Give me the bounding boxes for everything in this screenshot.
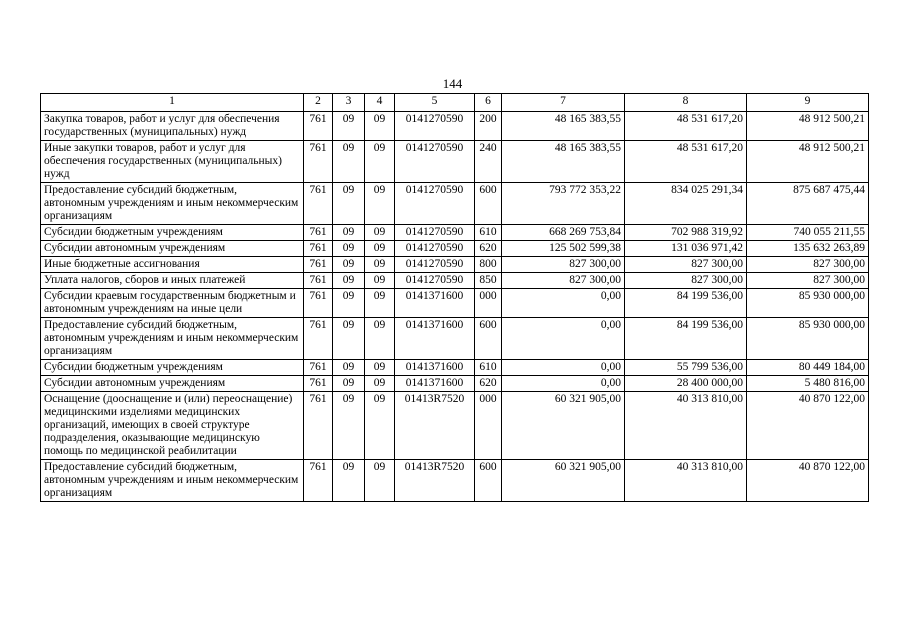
- row-name: Уплата налогов, сборов и иных платежей: [41, 273, 304, 289]
- amount-col-8: 131 036 971,42: [625, 241, 747, 257]
- expense-type-code: 610: [475, 360, 502, 376]
- row-name: Закупка товаров, работ и услуг для обеспечения государственных (муниципальных) нужд: [41, 112, 304, 141]
- amount-col-9: 5 480 816,00: [747, 376, 869, 392]
- target-article-code: 0141270590: [395, 273, 475, 289]
- expense-type-code: 610: [475, 225, 502, 241]
- amount-col-9: 80 449 184,00: [747, 360, 869, 376]
- amount-col-7: 827 300,00: [502, 257, 625, 273]
- target-article-code: 0141270590: [395, 141, 475, 183]
- section-code: 09: [333, 460, 365, 502]
- table-row: [41, 289, 869, 318]
- amount-col-7: 60 321 905,00: [502, 460, 625, 502]
- subsection-code: 09: [365, 289, 395, 318]
- gr-code: 761: [304, 112, 333, 141]
- section-code: 09: [333, 289, 365, 318]
- table-row: [41, 460, 869, 502]
- target-article-code: 0141371600: [395, 318, 475, 360]
- expense-type-code: 600: [475, 460, 502, 502]
- budget-table: [40, 93, 869, 502]
- amount-col-8: 55 799 536,00: [625, 360, 747, 376]
- page-number: 144: [442, 76, 463, 91]
- row-name: Иные закупки товаров, работ и услуг для обеспечения государственных (муниципальных) нужд: [41, 141, 304, 183]
- target-article-code: 0141371600: [395, 289, 475, 318]
- amount-col-7: 0,00: [502, 318, 625, 360]
- amount-col-7: 0,00: [502, 289, 625, 318]
- amount-col-7: 827 300,00: [502, 273, 625, 289]
- row-name: Субсидии бюджетным учреждениям: [41, 360, 304, 376]
- target-article-code: 01413R7520: [395, 392, 475, 460]
- target-article-code: 0141371600: [395, 360, 475, 376]
- expense-type-code: 600: [475, 318, 502, 360]
- amount-col-8: 48 531 617,20: [625, 141, 747, 183]
- amount-col-7: 125 502 599,38: [502, 241, 625, 257]
- column-header: 4: [365, 94, 395, 112]
- amount-col-8: 40 313 810,00: [625, 460, 747, 502]
- amount-col-7: 0,00: [502, 376, 625, 392]
- section-code: 09: [333, 257, 365, 273]
- amount-col-9: 48 912 500,21: [747, 112, 869, 141]
- section-code: 09: [333, 360, 365, 376]
- expense-type-code: 000: [475, 289, 502, 318]
- amount-col-9: 827 300,00: [747, 273, 869, 289]
- section-code: 09: [333, 112, 365, 141]
- table-row: [41, 257, 869, 273]
- column-header: 6: [475, 94, 502, 112]
- subsection-code: 09: [365, 392, 395, 460]
- section-code: 09: [333, 183, 365, 225]
- amount-col-7: 793 772 353,22: [502, 183, 625, 225]
- column-header: 7: [502, 94, 625, 112]
- target-article-code: 0141270590: [395, 183, 475, 225]
- expense-type-code: 800: [475, 257, 502, 273]
- subsection-code: 09: [365, 273, 395, 289]
- amount-col-7: 0,00: [502, 360, 625, 376]
- subsection-code: 09: [365, 257, 395, 273]
- amount-col-8: 28 400 000,00: [625, 376, 747, 392]
- subsection-code: 09: [365, 141, 395, 183]
- amount-col-7: 48 165 383,55: [502, 112, 625, 141]
- column-header: 1: [41, 94, 304, 112]
- subsection-code: 09: [365, 241, 395, 257]
- expense-type-code: 000: [475, 392, 502, 460]
- section-code: 09: [333, 318, 365, 360]
- amount-col-9: 827 300,00: [747, 257, 869, 273]
- row-name: Субсидии автономным учреждениям: [41, 376, 304, 392]
- target-article-code: 0141371600: [395, 376, 475, 392]
- table-row: [41, 141, 869, 183]
- section-code: 09: [333, 376, 365, 392]
- row-name: Предоставление субсидий бюджетным, автономным учреждениям и иным некоммерческим организациям: [41, 460, 304, 502]
- section-code: 09: [333, 392, 365, 460]
- amount-col-9: 48 912 500,21: [747, 141, 869, 183]
- amount-col-8: 827 300,00: [625, 257, 747, 273]
- subsection-code: 09: [365, 460, 395, 502]
- section-code: 09: [333, 141, 365, 183]
- gr-code: 761: [304, 141, 333, 183]
- subsection-code: 09: [365, 112, 395, 141]
- subsection-code: 09: [365, 183, 395, 225]
- expense-type-code: 620: [475, 241, 502, 257]
- amount-col-7: 668 269 753,84: [502, 225, 625, 241]
- amount-col-9: 85 930 000,00: [747, 318, 869, 360]
- expense-type-code: 240: [475, 141, 502, 183]
- section-code: 09: [333, 225, 365, 241]
- table-row: [41, 183, 869, 225]
- target-article-code: 0141270590: [395, 257, 475, 273]
- subsection-code: 09: [365, 225, 395, 241]
- amount-col-8: 48 531 617,20: [625, 112, 747, 141]
- row-name: Иные бюджетные ассигнования: [41, 257, 304, 273]
- table-row: [41, 273, 869, 289]
- gr-code: 761: [304, 360, 333, 376]
- table-row: [41, 225, 869, 241]
- target-article-code: 0141270590: [395, 225, 475, 241]
- amount-col-9: 740 055 211,55: [747, 225, 869, 241]
- subsection-code: 09: [365, 318, 395, 360]
- column-header: 5: [395, 94, 475, 112]
- gr-code: 761: [304, 392, 333, 460]
- header-row: [41, 94, 869, 112]
- target-article-code: 01413R7520: [395, 460, 475, 502]
- gr-code: 761: [304, 318, 333, 360]
- gr-code: 761: [304, 257, 333, 273]
- table-row: [41, 318, 869, 360]
- amount-col-8: 40 313 810,00: [625, 392, 747, 460]
- amount-col-9: 40 870 122,00: [747, 460, 869, 502]
- amount-col-9: 40 870 122,00: [747, 392, 869, 460]
- amount-col-7: 48 165 383,55: [502, 141, 625, 183]
- amount-col-9: 85 930 000,00: [747, 289, 869, 318]
- table-row: [41, 376, 869, 392]
- row-name: Субсидии краевым государственным бюджетным и автономным учреждениям на иные цели: [41, 289, 304, 318]
- column-header: 2: [304, 94, 333, 112]
- gr-code: 761: [304, 460, 333, 502]
- subsection-code: 09: [365, 360, 395, 376]
- amount-col-7: 60 321 905,00: [502, 392, 625, 460]
- amount-col-8: 84 199 536,00: [625, 318, 747, 360]
- row-name: Предоставление субсидий бюджетным, автономным учреждениям и иным некоммерческим организациям: [41, 183, 304, 225]
- amount-col-8: 834 025 291,34: [625, 183, 747, 225]
- expense-type-code: 200: [475, 112, 502, 141]
- amount-col-8: 702 988 319,92: [625, 225, 747, 241]
- gr-code: 761: [304, 183, 333, 225]
- expense-type-code: 620: [475, 376, 502, 392]
- row-name: Оснащение (дооснащение и (или) переоснащение) медицинскими изделиями медицинских организаций, имеющих в своей структуре подразделения, оказывающие медицинскую помощь по медицинской реабилитации: [41, 392, 304, 460]
- gr-code: 761: [304, 225, 333, 241]
- column-header: 3: [333, 94, 365, 112]
- gr-code: 761: [304, 376, 333, 392]
- gr-code: 761: [304, 273, 333, 289]
- amount-col-8: 84 199 536,00: [625, 289, 747, 318]
- gr-code: 761: [304, 241, 333, 257]
- target-article-code: 0141270590: [395, 112, 475, 141]
- row-name: Субсидии бюджетным учреждениям: [41, 225, 304, 241]
- table-row: [41, 360, 869, 376]
- amount-col-9: 135 632 263,89: [747, 241, 869, 257]
- target-article-code: 0141270590: [395, 241, 475, 257]
- gr-code: 761: [304, 289, 333, 318]
- expense-type-code: 850: [475, 273, 502, 289]
- row-name: Субсидии автономным учреждениям: [41, 241, 304, 257]
- column-header: 9: [747, 94, 869, 112]
- expense-type-code: 600: [475, 183, 502, 225]
- column-header: 8: [625, 94, 747, 112]
- table-row: [41, 392, 869, 460]
- subsection-code: 09: [365, 376, 395, 392]
- section-code: 09: [333, 241, 365, 257]
- table-row: [41, 112, 869, 141]
- amount-col-9: 875 687 475,44: [747, 183, 869, 225]
- amount-col-8: 827 300,00: [625, 273, 747, 289]
- table-row: [41, 241, 869, 257]
- section-code: 09: [333, 273, 365, 289]
- row-name: Предоставление субсидий бюджетным, автономным учреждениям и иным некоммерческим организациям: [41, 318, 304, 360]
